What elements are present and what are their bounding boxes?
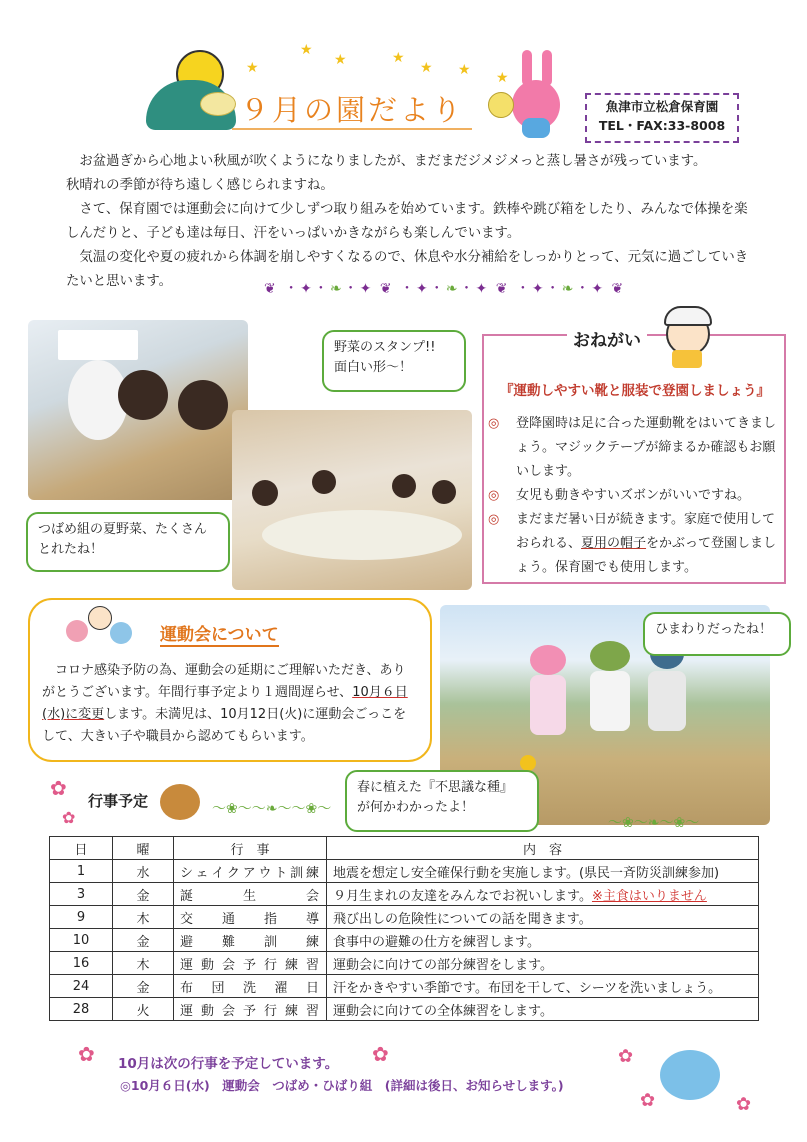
header-day: 日	[50, 837, 113, 860]
school-name: 魚津市立松倉保育園	[605, 99, 719, 114]
wing-icon	[200, 92, 236, 116]
intro-text	[66, 150, 756, 246]
flower-icon: ✿	[50, 776, 67, 800]
stamp-speech-bubble: 野菜のスタンプ!! 面白い形～！	[322, 330, 466, 392]
bunny-ear-icon	[522, 50, 532, 86]
flower-icon: ✿	[736, 1094, 752, 1115]
vine-decoration: 〜❀〜〜❧〜〜❀〜	[212, 801, 332, 817]
page-title: ９月の園だより	[240, 93, 465, 127]
events-table	[49, 836, 759, 1021]
next-month-item: ◎10月６日(水) 運動会 つばめ・ひばり組 (詳細は後日、お知らせします。)	[120, 1078, 564, 1093]
star-icon: ★	[334, 52, 347, 68]
school-tel: TEL・FAX:33-8008	[598, 118, 726, 133]
double-circle-icon: ◎	[488, 512, 500, 527]
intro-paragraph: 気温の変化や夏の疲れから体調を崩しやすくなるので、休息や水分補給をしっかりとって、元気に過ごしていきたいと思います。	[66, 250, 749, 289]
table-row: 28 火 運動会予行練習 運動会に向けての全体練習をします。	[50, 998, 759, 1021]
star-icon: ★	[246, 60, 259, 76]
onegai-item-text: まだまだ暑い日が続きます。家庭で使用しておられる、夏用の帽子をかぶって登園しましょう。保育園でも使用します。	[516, 512, 777, 575]
header-event: 行 事	[174, 837, 327, 860]
apron-icon	[672, 350, 702, 368]
vine-decoration: 〜❀〜❧〜❀〜	[608, 815, 700, 831]
table-row: 1 水 シェイクアウト訓練 地震を想定し安全確保行動を実施します。(県民一斉防災訓練参加)	[50, 860, 759, 883]
flower-icon: ✿	[78, 1042, 95, 1066]
leaf-icon: ❧	[445, 281, 460, 297]
onegai-item	[488, 484, 778, 508]
star-icon: ★	[300, 42, 313, 58]
next-month-heading: 10月は次の行事を予定しています。	[118, 1056, 339, 1072]
onegai-item-text: 女児も動きやすいズボンがいいですね。	[516, 488, 751, 503]
events-title: 行事予定	[88, 792, 149, 810]
cap-icon	[664, 306, 712, 326]
hedgehog-icon	[160, 784, 200, 820]
intro-paragraph: 秋晴れの季節が待ち遠しく感じられますね。	[66, 178, 334, 193]
table-header-row	[50, 837, 759, 860]
himawari-speech-bubble: ひまわりだったね！	[643, 612, 791, 656]
seed-speech-bubble: 春に植えた『不思議な種』 が何かわかったよ！	[345, 770, 539, 832]
onegai-subtitle: 『運動しやすい靴と服装で登園しましょう』	[500, 383, 770, 399]
tsubame-speech-bubble: つばめ組の夏野菜、たくさん とれたね！	[26, 512, 230, 572]
title-underline	[232, 128, 472, 130]
grape-decoration-row: ❦ ・✦・❧・✦ ❦ ・✦・❧・✦ ❦ ・✦・❧・✦ ❦	[264, 281, 626, 297]
table-row: 10 金 避難訓練 食事中の避難の仕方を練習します。	[50, 929, 759, 952]
flower-icon: ✿	[62, 808, 76, 827]
flower-icon: ✿	[640, 1090, 656, 1111]
table-row: 9 木 交通指導 飛び出しの危険性についての話を聞きます。	[50, 906, 759, 929]
dango-icon	[488, 92, 514, 118]
grape-icon: ❦	[611, 281, 626, 297]
underlined-date: 10月６日(水)に変更	[42, 685, 408, 722]
photo-vegetable-stamp	[232, 410, 472, 590]
grape-icon: ❦	[379, 281, 394, 297]
bird-bear-icon	[660, 1050, 720, 1100]
grape-icon: ❦	[495, 281, 510, 297]
children-icon	[66, 606, 136, 650]
table-row: 16 木 運動会予行練習 運動会に向けての部分練習をします。	[50, 952, 759, 975]
leaf-icon: ❧	[329, 281, 344, 297]
onegai-item	[488, 412, 778, 484]
double-circle-icon: ◎	[488, 416, 500, 431]
header-weekday: 曜	[113, 837, 174, 860]
flower-icon: ✿	[618, 1046, 634, 1067]
note-no-staple: ※主食はいりません	[591, 888, 707, 904]
star-icon: ★	[420, 60, 433, 76]
bunny-ear-icon	[542, 50, 552, 86]
photo-children-drawing	[28, 320, 248, 500]
onegai-list	[488, 412, 778, 580]
sports-day-text: コロナ感染予防の為、運動会の延期にご理解いただき、ありがとうございます。年間行事予定より１週間遅らせ、10月６日(水)に変更します。未満児は、10月12日(火)に運動会ごっこをして、大きい子や職員から認めてもらいます。	[42, 663, 408, 744]
grape-icon: ❦	[264, 281, 278, 297]
flower-icon: ✿	[372, 1042, 389, 1066]
intro-paragraph: お盆過ぎから心地よい秋風が吹くようになりましたが、まだまだジメジメっと蒸し暑さが残っています。	[79, 154, 707, 169]
school-info-box	[585, 93, 739, 143]
header-detail: 内 容	[327, 837, 759, 860]
star-icon: ★	[496, 70, 509, 86]
bunny-body-icon	[522, 118, 550, 138]
sports-day-title: 運動会について	[160, 620, 279, 647]
star-icon: ★	[392, 50, 405, 66]
intro-paragraph: さて、保育園では運動会に向けて少しずつ取り組みを始めています。鉄棒や跳び箱をしたり、みんなで体操を楽しんだりと、子ども達は毎日、汗をいっぱいかきながらも楽しんでいます。	[66, 202, 748, 241]
double-circle-icon: ◎	[488, 488, 500, 503]
table-row: 24 金 布団洗濯日 汗をかきやすい季節です。布団を干して、シーツを洗いましょう。	[50, 975, 759, 998]
underlined-text: 夏用の帽子	[581, 536, 647, 551]
onegai-title: おねがい	[567, 326, 647, 351]
onegai-item	[488, 508, 778, 580]
onegai-item-text: 登降園時は足に合った運動靴をはいてきましょう。マジックテープが締まるか確認もお願いします。	[516, 416, 777, 479]
leaf-icon: ❧	[561, 281, 576, 297]
star-icon: ★	[458, 62, 471, 78]
table-row: 3 金 誕生会 ９月生まれの友達をみんなでお祝いします。※主食はいりません	[50, 883, 759, 906]
